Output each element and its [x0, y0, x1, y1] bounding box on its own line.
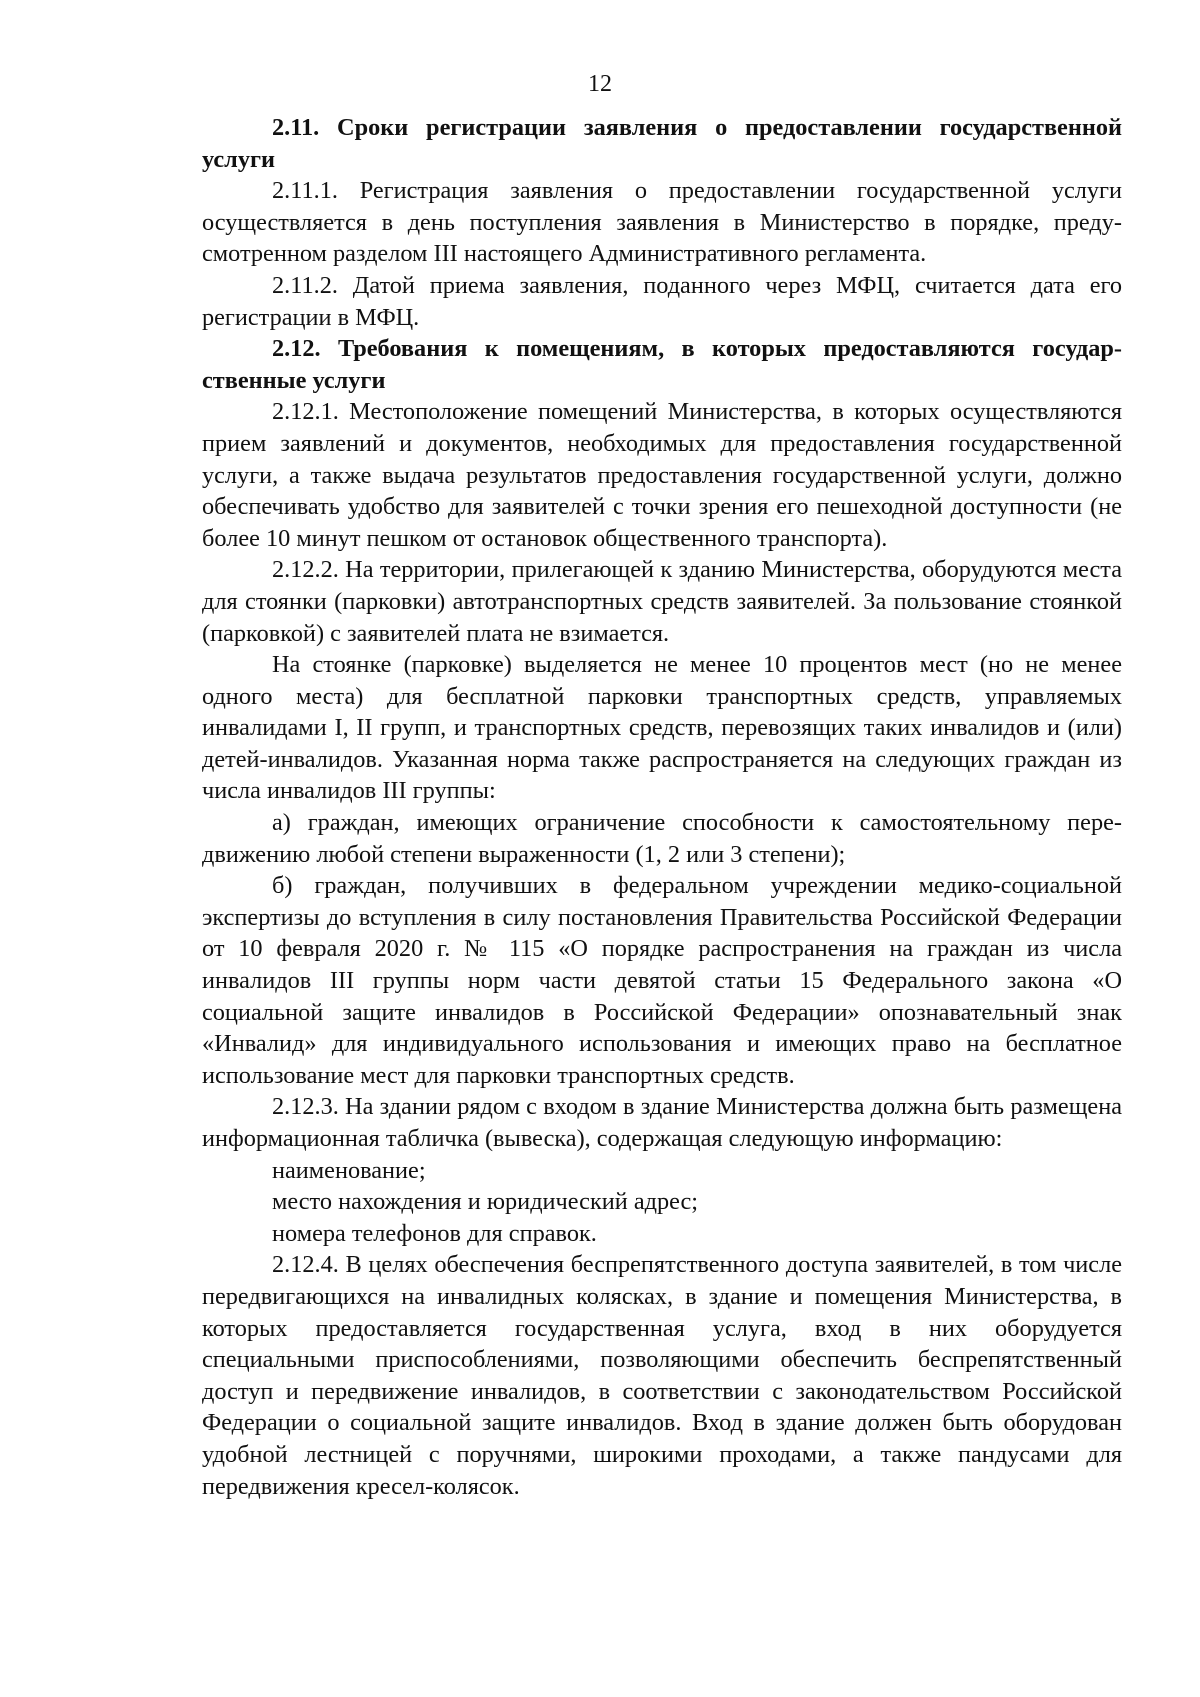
paragraph-parking-quota: На стоянке (парковке) выделяется не менее 10 процентов мест (но не менее одного места) для бесплатной парковки транспортных средств, управляемых инвалидами I, II групп, и транспортных средств, перевозящих таких инвалидов и (или) детей-инвалидов. Указанная норма также распространяется на следующих граждан из числа инвалидов III группы: — [202, 651, 1122, 805]
paragraph-2-12-4: 2.12.4. В целях обеспечения беспрепятственного доступа заявителей, в том числе передвигающихся на инвалидных колясках, в здание и помещения Министерства, в которых предоставляется государственная услуга, вход в них оборудуется специальными приспособлениями, позволяющими обеспечить беспрепятственный доступ и передвижение инвалидов, в соответствии с законодательством Российской Федерации о социальной защите инвалидов. Вход в здание должен быть оборудован удобной лестницей с поручнями, широкими проходами, а также пандусами для передвижения кресел-колясок. — [202, 1251, 1122, 1500]
page-number: 12 — [588, 71, 612, 97]
paragraph-2-11-1: 2.11.1. Регистрация заявления о предоставлении государственной услуги осуществляется в день поступления заявления в Министерство в порядке, предусмотренном разделом III настоящего Административного регламента. — [202, 177, 1122, 268]
paragraph-2-12-1: 2.12.1. Местоположение помещений Министерства, в которых осуществляются прием заявлений и документов, необходимых для предоставления государственной услуги, а также выдача результатов предоставления государственной услуги, должно обеспечивать удобство для заявителей с точки зрения его пешеходной доступности (не более 10 минут пешком от остановок общественного транспорта). — [202, 398, 1122, 552]
paragraph-2-12-2: 2.12.2. На территории, прилегающей к зданию Министерства, оборудуются места для стоянки (парковки) автотранспортных средств заявителей. За пользование стоянкой (парковкой) с заявителей плата не взимается. — [202, 556, 1122, 647]
paragraph-2-12-3: 2.12.3. На здании рядом с входом в здание Министерства должна быть размещена информационная табличка (вывеска), содержащая следующую информацию: — [202, 1093, 1122, 1152]
section-heading-2-11: 2.11. Сроки регистрации заявления о предоставлении государственной услуги — [202, 114, 1122, 173]
list-item-name: наименование; — [272, 1156, 426, 1184]
list-item-address: место нахождения и юридический адрес; — [272, 1188, 699, 1216]
section-heading-2-12: 2.12. Требования к помещениям, в которых предоставляются государственные услуги — [202, 335, 1122, 394]
list-item-phones: номера телефонов для справок. — [272, 1219, 597, 1247]
document-body — [202, 112, 1122, 1502]
paragraph-2-11-2: 2.11.2. Датой приема заявления, поданного через МФЦ, считается дата его регистрации в МФЦ. — [202, 271, 1122, 331]
paragraph-item-a: а) граждан, имеющих ограничение способности к самостоятельному передвижению любой степени выраженности (1, 2 или 3 степени); — [202, 809, 1122, 868]
paragraph-item-b: б) граждан, получивших в федеральном учреждении медико-социальной экспертизы до вступления в силу постановления Правительства Российской Федерации от 10 февраля 2020 г. № 115 «О порядке распространения на граждан из числа инвалидов III группы норм части девятой статьи 15 Федерального закона «О социальной защите инвалидов в Российской Федерации» опознавательный знак «Инвалид» для индивидуального использования и имеющих право на бесплатное использование мест для парковки транспортных средств. — [202, 872, 1122, 1089]
